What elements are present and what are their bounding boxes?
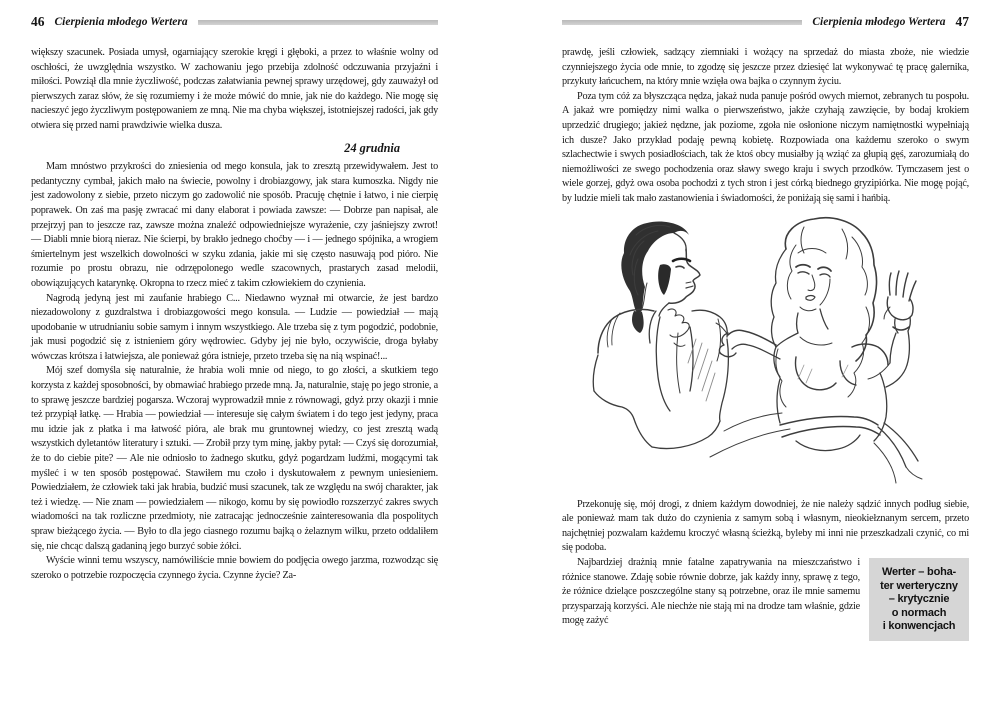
running-title: Cierpienia młodego Wertera [54,16,188,28]
paragraph-text: Najbardziej drażnią mnie fatalne zapatrywania na mieszczaństwo i różnice stanowe. Zdaję sobie równie dobrze, jak każdy inny, sprawę z tego, że różnice dzielące poszczególne stany są potrzebne, oraz ile mnie samemu przysparzają korzyści. Ale niechże nie stają mi na drodze tam właśnie, gdzie mogę zażyć [562,556,860,627]
paragraph: Mój szef domyśla się naturalnie, że hrabia woli mnie od niego, to go złości, a skutkiem tego korzysta z każdej sposobności, by obmawiać hrabiego przede mną. Ja, naturalnie, staję po jego stronie, a to sprawę jeszcze bardziej pogarsza. Wczoraj wyprowadził mnie z równowagi, gdyż przy okazji i mnie też przypiął łatkę. — Hrabia — powiedział — interesuje się całym światem i do tego jest jedyny, praca mu idzie jak z płatka i ma łatwość pióra, ale brak mu gruntownej wiedzy, co jest zresztą wadą wszystkich dyletantów literatury i sztuki. — Zrobił przy tym minę, jakby pytał: — Czyś się dorozumiał, że to do ciebie pite? — Ale nie odniosło to żadnego skutku, gdyż pogardzam ludźmi, mogącymi tak myśleć i w ten sposób postępować. Stawiłem mu czoło i dyskutowałem z pewnym uniesieniem. Powiedziałem, że człowiek taki jak hrabia, budzić musi szacunek, tak ze względu na swój charakter, jak też i wiedzę. — Nie znam — powiedziałem — nikogo, komu by się powiodło rozszerzyć zakres swych wiadomości na tak rozliczne przedmioty, nie zatracając jednocześnie zainteresowania dla pospolitych spraw bieżącego życia. — Było to dla jego ciasnego rozumu bajką o żelaznym wilku, przeto oddaliłem się, nie chcąc dalszą gadaniną jego burzyć sobie żółci. [31,365,438,552]
margin-note-line: i konwencjach [882,620,956,633]
illustration-sketch [590,215,968,492]
running-header-right [562,14,969,30]
page-right [562,14,969,644]
margin-note-line: o normach [891,606,947,619]
paragraph: Nagrodą jedyną jest mi zaufanie hrabiego C... Niedawno wyznał mi otwarcie, że jest bardzo niezadowolony z guzdralstwa i drobiazgowości mego konsula. — Ludzie — powiedział — mają upodobanie w utrudnianiu sobie samym i innym wszystkiego. Ale trzeba się z tym pogodzić, podobnie, jak musi pogodzić się z istnieniem góry wędrowiec. Gdyby jej nie było, oczywiście, droga byłaby wówczas krótsza i łatwiejsza, ale ponieważ góra istnieje, przeto trzeba się na nią wspinać!... [31,292,438,362]
margin-note-line: – krytycznie [888,593,950,606]
paragraph: prawdę, jeśli człowiek, sadzący ziemniaki i wożący na sprzedaż do miasta zboże, nie wiedzie czynniejszego życia ode mnie, to zgodzę się jeszcze przez dziesięć lat wykonywać tę pracę galernika, przykuty łańcuchem, na który mnie wzięła owa bajka o czynnym życiu. [562,47,969,88]
header-rule [198,20,438,25]
page-number-right: 47 [955,14,969,29]
date-heading: 24 grudnia [344,140,400,155]
paragraph: Mam mnóstwo przykrości do zniesienia od mego konsula, jak to zresztą przewidywałem. Jest to pedantyczny cymbał, jakich mało na świecie, powolny i drobiazgowy, jak stara kumoszka. Nigdy nie jest zadowolony z siebie, przeto niczym go zadowolić nie sposób. Pracuję chętnie i łatwo, i nie cierpię poprawek. On zaś ma pasję zwracać mi dany elaborat i powiada zawsze: — Dobrze pan napisał, ale przejrzyj pan to jeszcze raz, zawsze można znaleźć odpowiedniejsze wyrażenie, czy jaśniejszy zwrot! — Diabli mnie biorą nieraz. Nie ścierpi, by brakło jednego choćby — i — jednego spójnika, a wrogiem śmiertelnym jest wszelkich dowolności w szyku zdania, jakie mi się często nasuwają pod pióro. Nie rozumie po prostu obrazu, nie odrzępolonego wedle szacownych, prastarych zasad melodii, obowiązujących katarynkę. Okropna to rzecz mieć z takim człowiekiem do czynienia. [31,161,438,289]
paragraph: Przekonuję się, mój drogi, z dniem każdym dowodniej, że nie należy sądzić innych podług siebie, ale ponieważ mam tak dużo do czynienia z samym sobą i własnym, nieokiełznanym sercem, przeto najchętniej pozwalam każdemu kroczyć własną ścieżką, byleby mi inni nie przeszkadzali czynić, co mi się podoba. [562,498,969,554]
paragraph: większy szacunek. Posiada umysł, ogarniający szerokie kręgi i głęboki, a przez to właśnie wolny od oschłości, że uwzględnia wszystko. W zachowaniu jego przebija zdolność odczuwania przyjaźni i miłości. Powziął dla mnie życzliwość, podczas załatwiania pewnej sprawy urzędowej, gdy zauważył od pierwszych zaraz słów, że się rozumiemy i że może mówić do mnie, jak nie do każdego. Nie mogę się nacieszyć jego życzliwym postępowaniem ze mną. Nie ma chyba większej, istotniejszej radości, jak gdy otwiera się przed nami prawdziwie wielka dusza. [31,47,438,131]
page-left [31,14,438,583]
running-header-left [31,14,438,30]
page-number-left: 46 [31,14,45,29]
margin-note-line: ter werteryczny [880,579,958,592]
margin-note-box [869,558,969,641]
running-title: Cierpienia młodego Wertera [812,16,946,28]
margin-note-line: Werter – boha- [881,565,956,578]
page-body [31,46,438,583]
page-body [562,46,969,633]
paragraph-with-note [562,556,969,633]
paragraph: Poza tym cóż za błyszcząca nędza, jakaż nuda panuje pośród owych miernot, zebranych tu pospołu. A jakaż wre pomiędzy nimi walka o pierwszeństwo, jakże czyhają zawzięcie, by bodaj krokiem uprzedzić drugiego; jakież nędzne, jak poziome, zgoła nie osłonione niczym namiętnostki wypełniają ich dusze? Jako przykład podaję pewną kobietę. Rozpowiada ona każdemu szeroko o swym szlachectwie i swych posiadłościach, tak że ktoś obcy musiałby ją wziąć za głupią gęś, zarozumiałą do niemożliwości ze swego pochodzenia oraz sławy swego kraju i swych przodków. Tymczasem jest o wiele gorzej, gdyż owa osoba pochodzi z tych stron i jest córką biednego gryzipiórka. Nie mogę pojąć, by ludzie mieli tak mało zastanowienia i świadomości, że poniżają się sami i hańbią. [562,90,969,204]
header-rule [562,20,802,25]
paragraph: Wyście winni temu wszyscy, namówiliście mnie bowiem do podjęcia owego jarzma, rozwodząc się szeroko o potrzebie rozpoczęcia czynnego życia. Czynne życie? Za- [31,555,438,581]
